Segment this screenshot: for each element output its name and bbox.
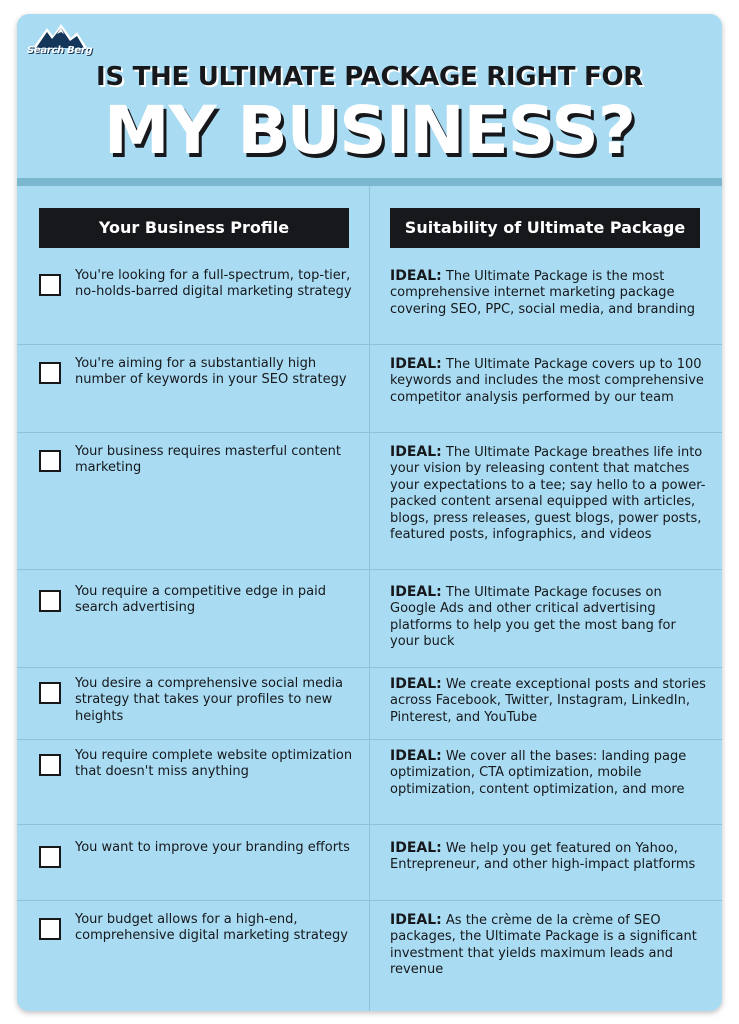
verdict-label: IDEAL: — [390, 748, 442, 764]
table-row — [17, 356, 722, 433]
verdict-label: IDEAL: — [390, 912, 442, 928]
profile-text: You require a competitive edge in paid search advertising — [75, 584, 326, 616]
checkbox[interactable] — [39, 846, 61, 868]
checkbox[interactable] — [39, 754, 61, 776]
verdict-label: IDEAL: — [390, 840, 442, 856]
profile-text: Your budget allows for a high-end, comprehensive digital marketing strategy — [75, 912, 348, 944]
verdict-label: IDEAL: — [390, 268, 442, 284]
verdict-detail: The Ultimate Package focuses on Google Ads and other critical advertising platforms to help you get the most bang for your buck — [390, 585, 676, 650]
profile-text: You want to improve your branding efforts — [75, 840, 350, 855]
verdict-label: IDEAL: — [390, 356, 442, 372]
verdict-label: IDEAL: — [390, 444, 442, 460]
verdict-detail: We help you get featured on Yahoo, Entrepreneur, and other high-impact platforms — [390, 841, 696, 873]
verdict-detail: As the crème de la crème of SEO packages, the Ultimate Package is a significant investment that yields maximum leads and revenue — [390, 913, 697, 978]
profile-text: You require complete website optimization that doesn't miss anything — [75, 748, 353, 780]
suitability-text — [390, 444, 708, 543]
table-row — [17, 676, 722, 740]
brand-logo — [27, 22, 93, 60]
infographic-card — [17, 14, 722, 1011]
suitability-text — [390, 584, 708, 651]
brand-name: Search Berg — [27, 45, 93, 56]
table-row — [17, 268, 722, 345]
suitability-text — [390, 356, 708, 406]
verdict-detail: We cover all the bases: landing page optimization, CTA optimization, mobile optimization, content optimization, and more — [390, 749, 687, 797]
headline-line-2: MY BUSINESS? — [103, 92, 636, 169]
checkbox[interactable] — [39, 274, 61, 296]
profile-text: Your business requires masterful content marketing — [75, 444, 341, 476]
checkbox[interactable] — [39, 450, 61, 472]
verdict-detail: The Ultimate Package breathes life into your vision by releasing content that matches your expectations to a tee; say hello to a power-packed content arsenal equipped with articles, blogs, press releases, guest blogs, power posts, featured posts, infographics, and videos — [390, 445, 706, 543]
column-header-suitability: Suitability of Ultimate Package — [390, 208, 700, 248]
suitability-text — [390, 268, 708, 318]
table-row — [17, 912, 722, 992]
headline-line-1: IS THE ULTIMATE PACKAGE RIGHT FOR — [96, 62, 643, 92]
column-header-profile: Your Business Profile — [39, 208, 349, 248]
checkbox[interactable] — [39, 362, 61, 384]
verdict-detail: The Ultimate Package covers up to 100 keywords and includes the most comprehensive competitor analysis performed by our team — [390, 357, 704, 405]
checkbox[interactable] — [39, 682, 61, 704]
suitability-text — [390, 676, 708, 726]
checkbox[interactable] — [39, 918, 61, 940]
table-row — [17, 584, 722, 668]
profile-text: You desire a comprehensive social media strategy that takes your profiles to new heights — [75, 676, 343, 724]
profile-text: You're aiming for a substantially high number of keywords in your SEO strategy — [75, 356, 347, 388]
suitability-text — [390, 840, 708, 874]
suitability-text — [390, 748, 708, 798]
verdict-detail: The Ultimate Package is the most comprehensive internet marketing package covering SEO, PPC, social media, and branding — [390, 269, 696, 317]
header-divider — [17, 178, 722, 186]
checkbox[interactable] — [39, 590, 61, 612]
verdict-label: IDEAL: — [390, 676, 442, 692]
verdict-detail: We create exceptional posts and stories across Facebook, Twitter, Instagram, LinkedIn, Pinterest, and YouTube — [390, 677, 706, 725]
table-row — [17, 840, 722, 901]
table-row — [17, 444, 722, 570]
suitability-text — [390, 912, 708, 979]
table-row — [17, 748, 722, 825]
profile-text: You're looking for a full-spectrum, top-tier, no-holds-barred digital marketing strategy — [75, 268, 352, 300]
verdict-label: IDEAL: — [390, 584, 442, 600]
